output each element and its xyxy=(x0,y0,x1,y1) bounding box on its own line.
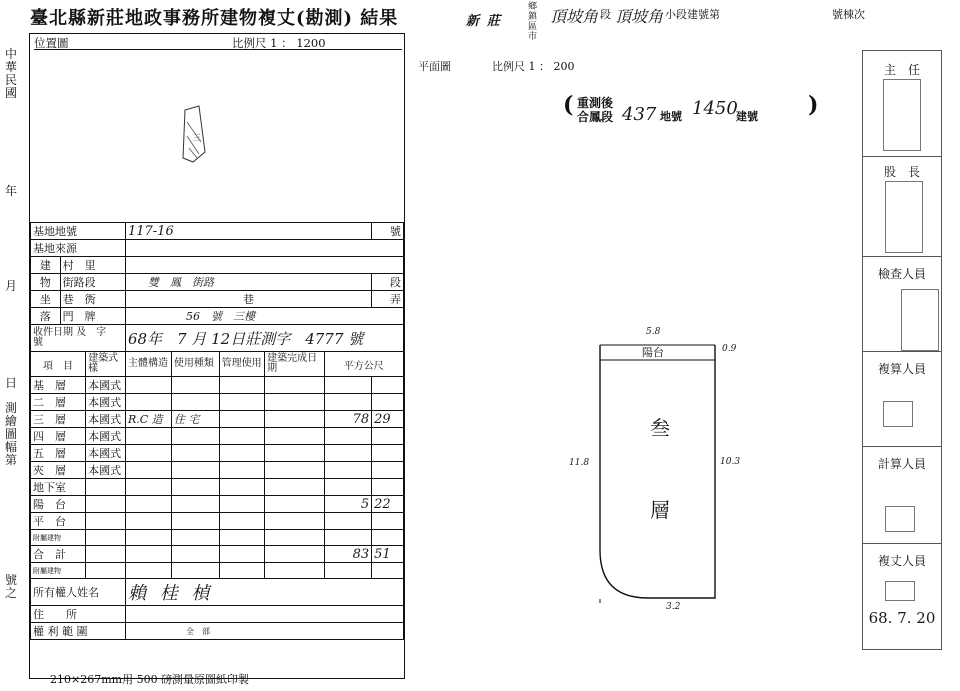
signoff-column xyxy=(862,50,942,650)
plan-scale: 比例尺 1 ： 200 xyxy=(492,60,575,73)
accessory-bldg-label: 附屬建物 xyxy=(31,563,86,579)
building-label-2: 物 xyxy=(31,274,61,291)
floor-struct xyxy=(125,394,171,411)
area-dec: 29 xyxy=(372,411,404,428)
floor-style: 本國式 xyxy=(86,411,126,428)
side-char: 第 xyxy=(4,453,17,467)
total-label: 合 計 xyxy=(31,546,86,563)
side-char: 國 xyxy=(4,86,17,100)
floor-style: 本國式 xyxy=(86,462,126,479)
side-char: 圖 xyxy=(4,427,17,441)
rights-value: 全 部 xyxy=(125,623,403,640)
side-char: 號 xyxy=(4,573,17,587)
remap-label xyxy=(577,96,613,124)
section-head-label: 股 長 xyxy=(863,156,941,180)
dim-bottom: 3.2 xyxy=(666,602,681,612)
street-value: 雙 鳳 街路 xyxy=(125,274,371,291)
area-dec xyxy=(372,377,404,394)
location-map-scale: 比例尺 1 ： 1200 xyxy=(232,36,326,50)
village-label: 村 里 xyxy=(60,257,125,274)
area-int xyxy=(324,377,372,394)
col-style: 建築式樣 xyxy=(86,352,126,377)
side-char: 測 xyxy=(4,401,17,415)
side-char: 年 xyxy=(4,184,17,198)
dim-right-top: 0.9 xyxy=(722,344,737,354)
survey-form xyxy=(29,33,405,679)
building-word: 建號 xyxy=(736,110,758,123)
base-source-value xyxy=(125,240,403,257)
floor-style: 本國式 xyxy=(86,445,126,462)
bracket-close: ) xyxy=(808,92,819,118)
side-char: 幅 xyxy=(4,440,17,454)
recalc-stamp xyxy=(883,401,913,427)
surveyor-label: 複丈人員 xyxy=(863,543,941,569)
recalc-label: 複算人員 xyxy=(863,351,941,377)
signoff-date: 68. 7. 20 xyxy=(868,609,936,627)
floor-name: 四 層 xyxy=(31,428,86,445)
floor-plan-drawing xyxy=(580,325,760,615)
lane-label: 巷 衖 xyxy=(60,291,125,308)
section-suffix: 段 xyxy=(372,274,404,291)
basement-label: 地下室 xyxy=(31,479,86,496)
calc-label: 計算人員 xyxy=(863,446,941,472)
floor-char-1: 叁 xyxy=(650,416,670,440)
col-structure: 主體構造 xyxy=(125,352,171,377)
location-map-area xyxy=(30,34,404,223)
col-completed: 建築完成日 期 xyxy=(265,352,324,377)
subsection-suffix-label: 小段建號第 xyxy=(665,8,720,21)
building-label-3: 坐 xyxy=(31,291,61,308)
address-value xyxy=(125,606,403,623)
left-date-column xyxy=(2,40,20,620)
building-label-1: 建 xyxy=(31,257,61,274)
doorplate-label: 門 牌 xyxy=(60,308,125,325)
remap-line-2: 合鳳段 xyxy=(577,110,614,124)
street-label: 街路段 xyxy=(60,274,125,291)
owner-label: 所有權人姓名 xyxy=(31,579,126,606)
floor-name: 三 層 xyxy=(31,411,86,428)
chief-stamp xyxy=(883,79,921,151)
subsection-name: 頂坡角 xyxy=(615,7,664,26)
side-char: 日 xyxy=(4,376,17,390)
section-head-stamp xyxy=(885,181,923,253)
side-char: 中 xyxy=(4,47,17,61)
building-number: 1450 xyxy=(692,98,738,119)
side-char: 之 xyxy=(4,586,17,600)
floor-name: 二 層 xyxy=(31,394,86,411)
side-char: 華 xyxy=(4,60,17,74)
col-area: 平方公尺 xyxy=(324,352,403,377)
paper-footer: 210×267mm用 500 磅測量原圖紙印製 xyxy=(50,673,250,686)
floor-use xyxy=(171,377,219,394)
balcony-label-plan: 陽台 xyxy=(642,346,664,359)
address-label: 住 所 xyxy=(31,606,126,623)
lot-suffix: 號 xyxy=(372,223,404,240)
location-map-label: 位置圖 xyxy=(34,36,69,50)
side-char: 繪 xyxy=(4,414,17,428)
table-row xyxy=(31,377,404,394)
floor-style: 本國式 xyxy=(86,428,126,445)
owner-name: 賴 桂 楨 xyxy=(125,579,403,606)
inspector-stamp xyxy=(901,289,939,351)
lot-number: 437 xyxy=(622,104,657,125)
location-sketch xyxy=(177,102,217,172)
dim-right: 10.3 xyxy=(720,457,741,467)
col-use: 使用種類 xyxy=(171,352,219,377)
remap-line-1: 重測後 xyxy=(577,96,614,110)
bracket-open: ( xyxy=(563,92,574,118)
svg-text:三: 三 xyxy=(193,133,201,142)
total-area-dec: 51 xyxy=(372,546,404,563)
floor-char-2: 層 xyxy=(650,498,670,522)
town-label: 鄉鎮區市 xyxy=(528,2,538,42)
floor-name: 五 層 xyxy=(31,445,86,462)
floor-name: 夾 層 xyxy=(31,462,86,479)
chief-label: 主 任 xyxy=(883,63,920,77)
section-name: 頂坡角 xyxy=(550,7,599,26)
accessory-label: 附屬建物 xyxy=(31,530,86,546)
balcony-area-dec: 22 xyxy=(372,496,404,513)
floor-struct: R.C 造 xyxy=(125,411,171,428)
side-char: 月 xyxy=(4,279,17,293)
base-lot-label: 基地地號 xyxy=(31,223,126,240)
floor-style: 本國式 xyxy=(86,394,126,411)
platform-label: 平 台 xyxy=(31,513,86,530)
lot-word: 地號 xyxy=(660,110,682,123)
unit-label: 號棟次 xyxy=(832,8,865,21)
balcony-area-int: 5 xyxy=(324,496,372,513)
col-item: 項 目 xyxy=(31,352,86,377)
table-row xyxy=(31,445,404,462)
building-data-table xyxy=(30,222,404,640)
table-row xyxy=(31,462,404,479)
floor-style: 本國式 xyxy=(86,377,126,394)
alley-suffix: 弄 xyxy=(372,291,404,308)
floor-use xyxy=(171,394,219,411)
base-lot-value: 117-16 xyxy=(125,223,371,240)
form-title: 臺北縣新莊地政事務所建物複丈(勘測) 結果 xyxy=(30,8,399,29)
col-mgmt: 管理使用 xyxy=(219,352,265,377)
receipt-value: 68年 7 月 12日莊測字 4777 號 xyxy=(125,325,403,352)
dim-left: 11.8 xyxy=(569,458,590,468)
inspector-label: 檢查人員 xyxy=(863,256,941,282)
balcony-label: 陽 台 xyxy=(31,496,86,513)
surveyor-stamp xyxy=(885,581,915,601)
village-value xyxy=(125,257,403,274)
calc-stamp xyxy=(885,506,915,532)
table-row xyxy=(31,411,404,428)
plan-label: 平面圖 xyxy=(418,60,451,73)
area-dec xyxy=(372,394,404,411)
rights-label: 權 利 範 圍 xyxy=(31,623,126,640)
door-value: 56 號 三樓 xyxy=(125,308,403,325)
lane-value: 巷 xyxy=(125,291,371,308)
town-name: 新莊 xyxy=(466,14,509,29)
section-suffix-label: 段 xyxy=(600,8,611,21)
location-map-header xyxy=(34,35,402,50)
floor-name: 基 層 xyxy=(31,377,86,394)
base-source-label: 基地來源 xyxy=(31,240,126,257)
building-label-4: 落 xyxy=(31,308,61,325)
area-int: 78 xyxy=(324,411,372,428)
side-char: 民 xyxy=(4,73,17,87)
table-row xyxy=(31,428,404,445)
dim-top: 5.8 xyxy=(646,327,661,337)
area-int xyxy=(324,394,372,411)
floor-use: 住 宅 xyxy=(171,411,219,428)
total-area-int: 83 xyxy=(324,546,372,563)
floor-struct xyxy=(125,377,171,394)
receipt-label: 收件日期 及 字 號 xyxy=(31,325,126,352)
table-row xyxy=(31,394,404,411)
